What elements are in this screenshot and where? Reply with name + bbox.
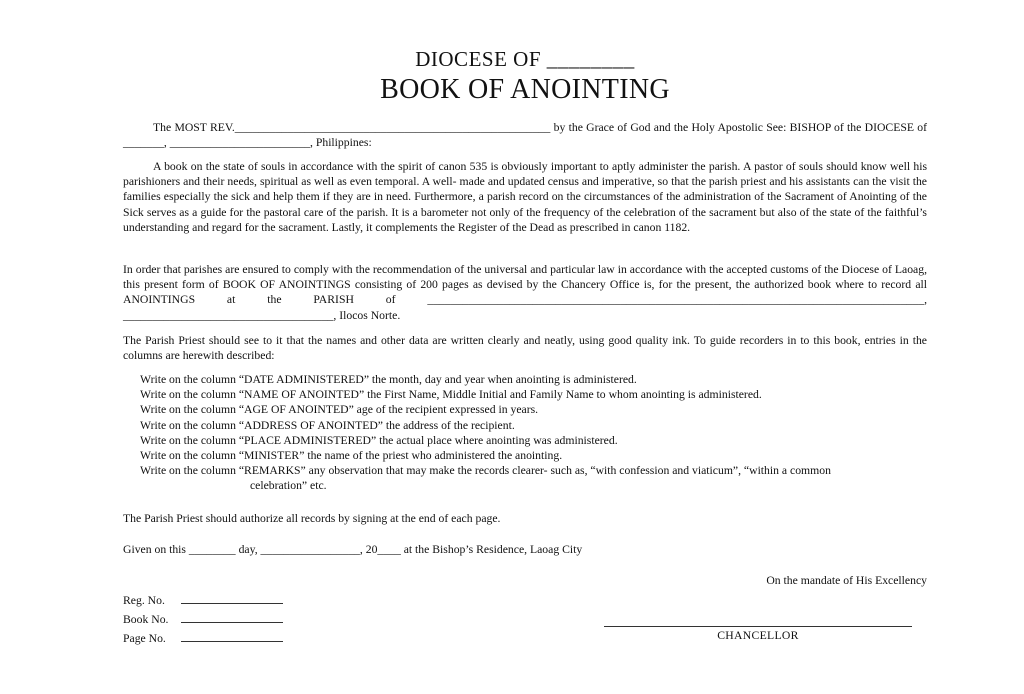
instruction-name-of-anointed: Write on the column “NAME OF ANOINTED” the First Name, Middle Initial and Family Name to whom anointing is administered.: [140, 388, 762, 402]
column-instructions: [140, 372, 930, 494]
mandate-text: On the mandate of His Excellency: [766, 574, 927, 587]
book-no-blank: [181, 612, 283, 623]
instruction-age-of-anointed: Write on the column “AGE OF ANOINTED” age of the recipient expressed in years.: [140, 403, 539, 417]
page-no-field: [123, 631, 283, 646]
reg-no-blank: [181, 593, 283, 604]
chancellor-label: CHANCELLOR: [717, 629, 799, 642]
book-title: BOOK OF ANOINTING: [380, 74, 670, 105]
paragraph-census: A book on the state of souls in accordance with the spirit of canon 535 is obviously important to aptly administer the parish. A pastor of souls should know well his parishioners and their needs, spiritual as well as even temporal. A well- made and updated census and imperative, so that the parish priest and his assistants can the visit the families especially the sick and help them if they are in need. Furthermore, a parish record on the circumstances of the administration of the Sacrament of Anointing of the Sick serves as a guide for the pastoral care of the parish. It is a barometer not only of the frequency of the celebration of the sacrament but also of the state of the faithful’s understanding and regard for the sacrament. Lastly, it complements the Register of the Dead as prescribed in canon 1182.: [123, 160, 927, 234]
instruction-place-administered: Write on the column “PLACE ADMINISTERED” the actual place where anointing was administered.: [140, 433, 618, 447]
reg-no-label: Reg. No.: [123, 594, 165, 607]
book-no-field: [123, 612, 283, 627]
paragraph-authorization: In order that parishes are ensured to comply with the recommendation of the universal and particular law in accordance with the accepted customs of the Diocese of Laoag, this present form of BOOK OF ANOINTINGS consisting of 200 pages as devised by the Chancery Office is, for the present, the authorized book where to record all ANOINTINGS at the PARISH of _____________________________________________________________________________________, ____________________________________, Ilocos Norte.: [123, 263, 927, 322]
given-on-line: Given on this ________ day, _________________, 20____ at the Bishop’s Residence, Laoag City: [123, 543, 583, 556]
instruction-date-administered: Write on the column “DATE ADMINISTERED” the month, day and year when anointing is administered.: [140, 373, 637, 386]
instruction-address-of-anointed: Write on the column “ADDRESS OF ANOINTED” the address of the recipient.: [140, 418, 515, 432]
page-no-blank: [181, 631, 283, 642]
intro-paragraph: The MOST REV.______________________________________________________ by the Grace of God and the Holy Apostolic See: BISHOP of the DIOCESE of _______, ________________________, Philippines:: [123, 121, 927, 150]
diocese-title: DIOCESE OF ________: [415, 47, 635, 71]
book-no-label: Book No.: [123, 613, 169, 626]
chancellor-signature-line: [604, 626, 912, 627]
instruction-remarks: Write on the column “REMARKS” any observation that may make the records clearer- such as, “with confession and viaticum”, “within a common: [140, 464, 831, 478]
instruction-minister: Write on the column “MINISTER” the name of the priest who administered the anointing.: [140, 449, 563, 463]
page-no-label: Page No.: [123, 632, 166, 645]
reg-no-field: [123, 593, 283, 608]
instruction-remarks-continuation: celebration” etc.: [250, 479, 327, 493]
paragraph-guidelines: The Parish Priest should see to it that the names and other data are written clearly and neatly, using good quality ink. To guide recorders in to this book, entries in the columns are herewith described:: [123, 334, 927, 363]
authorize-statement: The Parish Priest should authorize all records by signing at the end of each page.: [123, 512, 501, 525]
